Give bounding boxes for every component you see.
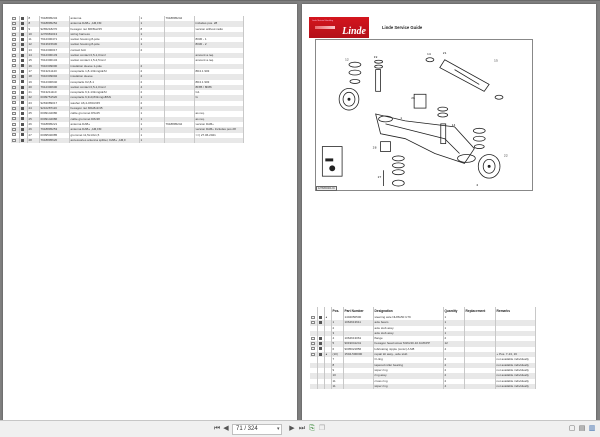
cell-designation: grommet 11,5x13x1,5 [69,133,139,138]
checkbox-icon[interactable] [12,139,16,142]
cell-quantity: 1 [139,21,164,26]
cell-designation: antenna DAB+ ,AM,FM [69,127,139,132]
svg-text:21: 21 [442,50,447,55]
checkbox-icon[interactable] [12,27,16,30]
cell-designation: antenna DAB+ ,AM,FM [69,21,139,26]
cell-quantity: 8 [139,27,164,32]
cell-designation: socket contact 0,5-1,0mm² [69,85,139,90]
cart-icon[interactable] [319,316,323,319]
cell-designation: hexagon nut M6x8x2/45 [69,106,139,111]
page-71 [302,4,596,421]
axle-drawing [316,40,532,190]
cell-quantity: 1 [443,320,464,325]
checkbox-icon[interactable] [12,96,16,99]
cell-quantity: 12 [443,341,464,346]
cell-part-number: 9005021856 [343,347,373,352]
cell-designation: antenna DAB+ [69,122,139,127]
cell-remarks: >=( 27.06.2021 [194,133,243,138]
cell-quantity: 2 [139,64,164,69]
cell-part-number: 7912300471 [39,37,69,42]
cell-part-number: 9019041241 [343,341,373,346]
export-icon[interactable]: ⎘ [309,425,315,432]
cell-part-number: 7918895221 [39,122,69,127]
cell-remarks: version without radio [194,27,243,32]
cell-remarks: includes pos. 28 [194,21,243,26]
cell-pos: 21 [27,90,39,95]
cell-part-number: 1504-500000 [343,352,373,357]
cell-part-number: 7913211140 [39,69,69,74]
page-70 [3,4,297,421]
cell-designation: steering axle NL86x50 U79 [373,315,443,320]
svg-text:15: 15 [494,58,498,63]
cell-remarks: 8D4.1 903 [194,80,243,85]
cell-quantity: 1 [139,111,164,116]
cart-icon[interactable] [21,80,25,83]
checkbox-icon[interactable] [12,107,16,110]
cell-designation: receptacle 1,8-1/4inngsESI [69,69,139,74]
cell-part-number: 7912300600 [39,85,69,90]
logo-wordmark: Linde [342,26,366,37]
svg-text:22: 22 [503,153,508,158]
cart-icon[interactable] [21,22,25,25]
cell-replacement: 7918895242 [164,122,194,127]
expand-icon[interactable]: ◂ [325,352,328,356]
cell-quantity: 2 [139,74,164,79]
checkbox-icon[interactable] [311,347,315,350]
cell-part-number: 1404050500 [343,315,373,320]
checkbox-icon[interactable] [12,33,16,36]
cart-icon[interactable] [319,321,323,324]
cart-icon[interactable] [21,17,25,20]
diagram-reference: 1276050404-01 [318,187,335,190]
cell-designation: axle stub assy. [373,326,443,331]
cell-designation: O-ring [373,357,443,362]
cell-quantity: 2 [139,101,164,106]
cell-quantity: 1 [139,122,164,127]
checkbox-icon[interactable] [311,321,315,324]
cell-part-number: 7913211110 [39,90,69,95]
cell-remarks [194,138,243,143]
cart-icon[interactable] [21,96,25,99]
svg-text:19: 19 [373,54,378,59]
cell-pos: 9 [331,368,343,373]
cell-pos: 19 [27,80,39,85]
cell-part-number: 9265218270 [39,27,69,32]
cell-quantity: 1 [139,42,164,47]
cart-icon[interactable] [319,353,323,356]
cell-quantity: 1 [139,127,164,132]
cart-icon[interactable] [21,75,25,78]
checkbox-icon[interactable] [12,101,16,104]
cell-replacement: 7918895242 [164,16,194,21]
cell-part-number: 9263089017 [39,101,69,106]
cell-designation: wiring harness [69,32,139,37]
table-row[interactable] [11,138,243,143]
table-row[interactable] [310,384,535,389]
cell-pos: 1 [331,320,343,325]
checkbox-icon[interactable] [12,22,16,25]
cell-pos: 28 [27,138,39,143]
cell-quantity: 2 [443,336,464,341]
checkbox-icon[interactable] [12,128,16,131]
cell-quantity: 1 [443,315,464,320]
cell-remarks: 8D4.1 903 [194,69,243,74]
cell-designation: hexagon head screw M16x30-10.9-MKPP [373,341,443,346]
cell-pos: 11 [331,379,343,384]
cell-remarks: 8030 - 2 [194,42,243,47]
cell-pos: 4 [331,336,343,341]
cell-pos: 18 [27,74,39,79]
cell-quantity: 1 [139,37,164,42]
next-page-button[interactable]: ▶ [289,425,295,432]
cart-icon[interactable] [319,342,323,345]
copy-icon[interactable]: ❐ [318,425,326,432]
cell-designation: receptacle K2,8-1 [69,80,139,85]
cell-designation: antenna [69,16,139,21]
cell-quantity: 1 [139,138,164,143]
cart-icon[interactable] [21,139,25,142]
page-title: Linde Service Guide [382,25,423,30]
cell-quantity: 4 [443,384,464,389]
cell-pos: 8 [27,16,39,21]
cell-quantity: 1 [139,16,164,21]
cart-icon[interactable] [319,347,323,350]
checkbox-icon[interactable] [311,353,315,356]
checkbox-icon[interactable] [12,59,16,62]
cell-part-number: 7910309002 [39,74,69,79]
checkbox-icon[interactable] [12,75,16,78]
expand-icon[interactable]: ◂ [325,315,328,319]
checkbox-icon[interactable] [12,38,16,41]
cell-quantity: 2 [443,368,464,373]
two-page-view-icon[interactable]: ▥ [588,425,596,432]
cell-pos: 17 [27,69,39,74]
checkbox-icon[interactable] [12,43,16,46]
cell-remarks: not available individually [495,373,535,378]
cart-icon[interactable] [21,27,25,30]
cell-quantity: 1 [139,95,164,100]
cell-quantity: 2 [139,69,164,74]
cell-designation: tapered roller bearing [373,363,443,368]
cell-part-number: 1064613611 [343,320,373,325]
cell-part-number [343,384,373,389]
page-dropdown-icon[interactable]: ▾ [277,426,280,432]
svg-text:14: 14 [451,122,456,127]
cell-quantity: 2 [139,80,164,85]
svg-text:27: 27 [377,175,382,180]
cell-designation: accessories antenna splitter, DAB+ ,AM,F [69,138,139,143]
cell-remarks: + Pos. 7-13, 16 [495,352,535,357]
cell-replacement [464,384,495,389]
cell-part-number: 7910309000 [39,64,69,69]
header-replacement: Replacement [464,307,495,315]
cell-replacement [164,138,194,143]
svg-text:1: 1 [400,115,403,120]
single-page-view-icon[interactable]: ▢ [568,425,576,432]
cart-icon[interactable] [21,48,25,51]
cell-designation: receptacle 6,3-1/4inngsESI [69,90,139,95]
cell-part-number: 7918895252 [39,21,69,26]
cell-designation: wiper ring [373,368,443,373]
cell-part-number: 0009540085 [39,133,69,138]
header-quantity: Quantity [443,307,464,315]
cell-quantity: 2 [443,373,464,378]
first-page-button[interactable]: ⏮ [213,425,221,432]
cell-designation: repair kit assy., axle stub [373,352,443,357]
cell-pos: 6 [331,347,343,352]
last-page-button[interactable]: ⏭ [298,425,306,432]
cart-icon[interactable] [21,133,25,136]
cell-remarks: amount a.req. [194,53,243,58]
cell-designation: insulation sleeve [69,74,139,79]
cell-remarks: not available individually [495,363,535,368]
cell-remarks: G [194,95,243,100]
table-header-row [310,307,535,315]
logo-stripe [315,26,335,29]
cell-remarks: as req. [194,111,243,116]
cell-pos: 23 [27,101,39,106]
cell-remarks: not available individually [495,379,535,384]
cell-quantity: 1 [139,133,164,138]
cell-pos: 8 [331,363,343,368]
cell-pos: 20 [27,85,39,90]
cell-quantity: 1 [443,326,464,331]
checkbox-icon[interactable] [12,86,16,89]
cart-icon[interactable] [21,91,25,94]
cell-pos: 24 [27,106,39,111]
header-remarks: Remarks [495,307,535,315]
cell-pos: 25 [27,111,39,116]
cell-part-number: 7912300640 [39,80,69,85]
cell-quantity: 1 [139,32,164,37]
cell-pos: 8 [27,21,39,26]
cell-pos: 3 [331,331,343,336]
checkbox-icon[interactable] [12,70,16,73]
checkbox-icon[interactable] [12,123,16,126]
checkbox-icon[interactable] [12,54,16,57]
continuous-view-icon[interactable]: ▤ [578,425,586,432]
cell-part-number: 7912300017 [39,48,69,53]
cell-remarks: version DAB+ [194,122,243,127]
cell-pos: 12 [27,42,39,47]
cell-pos: 5 [331,341,343,346]
exploded-parts-diagram[interactable] [315,39,533,191]
cart-icon[interactable] [21,107,25,110]
cell-remarks: not available individually [495,384,535,389]
cell-designation: washer A6,4-0X0/2/45 [69,101,139,106]
cell-quantity: 2 [139,90,164,95]
parts-table-left [11,16,244,143]
header-designation: Designation [373,307,443,315]
cell-pos: 26 [27,122,39,127]
cart-icon[interactable] [21,101,25,104]
previous-page-button[interactable]: ◀ [223,425,229,432]
cart-icon[interactable] [21,70,25,73]
checkbox-icon[interactable] [12,133,16,136]
linde-logo [309,17,369,38]
cell-designation: socket contact 1,5-2,5mm² [69,58,139,63]
cell-designation: insulation sleeve 1-pole [69,64,139,69]
cell-designation: flange [373,336,443,341]
svg-text:4: 4 [476,183,479,188]
cart-icon[interactable] [21,123,25,126]
cell-quantity: 4 [139,85,164,90]
svg-text:28: 28 [372,145,377,150]
cell-designation: socket contact 0,5-1,0mm² [69,53,139,58]
cell-part-number: 7918895234 [39,16,69,21]
cart-icon[interactable] [21,38,25,41]
checkbox-icon[interactable] [311,316,315,319]
cell-quantity: 2 [443,379,464,384]
cell-designation: cable grommet D8x38 [69,117,139,122]
cell-remarks: not available individually [495,357,535,362]
cell-designation: hexagon nut M6/8x2/45 [69,27,139,32]
cart-icon[interactable] [21,128,25,131]
cell-pos: 13 [27,48,39,53]
cell-part-number: 1064613061 [343,336,373,341]
cell-quantity: 4 [443,347,464,352]
cell-quantity: 2 [443,363,464,368]
cart-icon[interactable] [21,86,25,89]
cart-icon[interactable] [21,54,25,57]
cell-designation: lubricating nipple (conic) A M8 [373,347,443,352]
cell-remarks: as req. [194,117,243,122]
svg-text:26: 26 [411,96,415,101]
cart-icon[interactable] [21,64,25,67]
cart-icon[interactable] [21,59,25,62]
cell-designation: contact bolt [69,48,139,53]
cell-remarks: 8030 - 1 [194,37,243,42]
cell-pos: 14 [27,53,39,58]
cell-part-number: 0009142080 [39,111,69,116]
cell-pos: 7 [331,357,343,362]
checkbox-icon[interactable] [12,117,16,120]
header-part-number: Part Number [343,307,373,315]
cell-quantity: 1 [443,331,464,336]
cell-pos: 26 [27,127,39,132]
cell-designation: cable grommet D5x25 [69,111,139,116]
cell-part-number: 7913615630 [39,42,69,47]
svg-text:14: 14 [426,51,431,56]
cell-designation: axle beam [373,320,443,325]
checkbox-icon[interactable] [12,64,16,67]
cell-quantity: 2 [139,106,164,111]
cell-part-number: 7912300133 [39,53,69,58]
cell-pos: 2 [331,326,343,331]
cell-part-number: 7918895253 [39,127,69,132]
logo-tagline: Linde Material Handling [312,20,334,22]
cell-designation: cross ring [373,379,443,384]
cell-quantity: 2 [443,357,464,362]
cell-remarks: G1 [194,90,243,95]
cell-part-number: 0009142086 [39,117,69,122]
checkbox-icon[interactable] [12,91,16,94]
cell-pos: 27 [27,133,39,138]
cart-icon[interactable] [319,337,323,340]
cart-icon[interactable] [21,33,25,36]
cell-pos: 10 [27,32,39,37]
page-number-input[interactable]: 71 / 324 [232,424,282,435]
cell-pos: 11 [331,384,343,389]
cell-designation: socket housing 8-pole [69,42,139,47]
cell-part-number: 7918895620 [39,138,69,143]
checkbox-icon[interactable] [12,48,16,51]
svg-text:12: 12 [345,57,349,62]
cell-part-number: 9210287116 [39,106,69,111]
cell-designation: axle stub assy. [373,331,443,336]
cell-remarks: amount a.req. [194,58,243,63]
cell-remarks: not available individually [495,368,535,373]
cart-icon[interactable] [21,112,25,115]
cell-pos: 11 [27,37,39,42]
cell-quantity: 1 [139,117,164,122]
cell-remarks: version DAB+ Includes pos 28 [194,127,243,132]
cell-pos: 10 [331,373,343,378]
cell-part-number: 1270981013 [39,32,69,37]
header-pos: Pos. [331,307,343,315]
pdf-navigation-toolbar [0,420,600,437]
cell-designation: receptacle 6,3x0,8/4inngsBSN [69,95,139,100]
cell-quantity: 2 [139,48,164,53]
cell-part-number: 7912300134 [39,58,69,63]
cell-pos: 16 [27,64,39,69]
cell-designation: ring assy. [373,373,443,378]
checkbox-icon[interactable] [311,342,315,345]
cell-designation: wiper ring [373,384,443,389]
cell-pos: 15 [27,58,39,63]
checkbox-icon[interactable] [12,112,16,115]
checkbox-icon[interactable] [12,17,16,20]
cart-icon[interactable] [21,43,25,46]
cart-icon[interactable] [21,117,25,120]
cell-designation: socket housing 8-pole [69,37,139,42]
parts-table-right [310,307,536,389]
cell-pos: 25 [27,117,39,122]
cell-pos: 9 [27,27,39,32]
cell-remarks: 8F85 / 8F86 [194,85,243,90]
cell-pos: (10) [331,352,343,357]
cell-part-number: 0009751520 [39,95,69,100]
checkbox-icon[interactable] [311,337,315,340]
cell-pos: 22 [27,95,39,100]
checkbox-icon[interactable] [12,80,16,83]
